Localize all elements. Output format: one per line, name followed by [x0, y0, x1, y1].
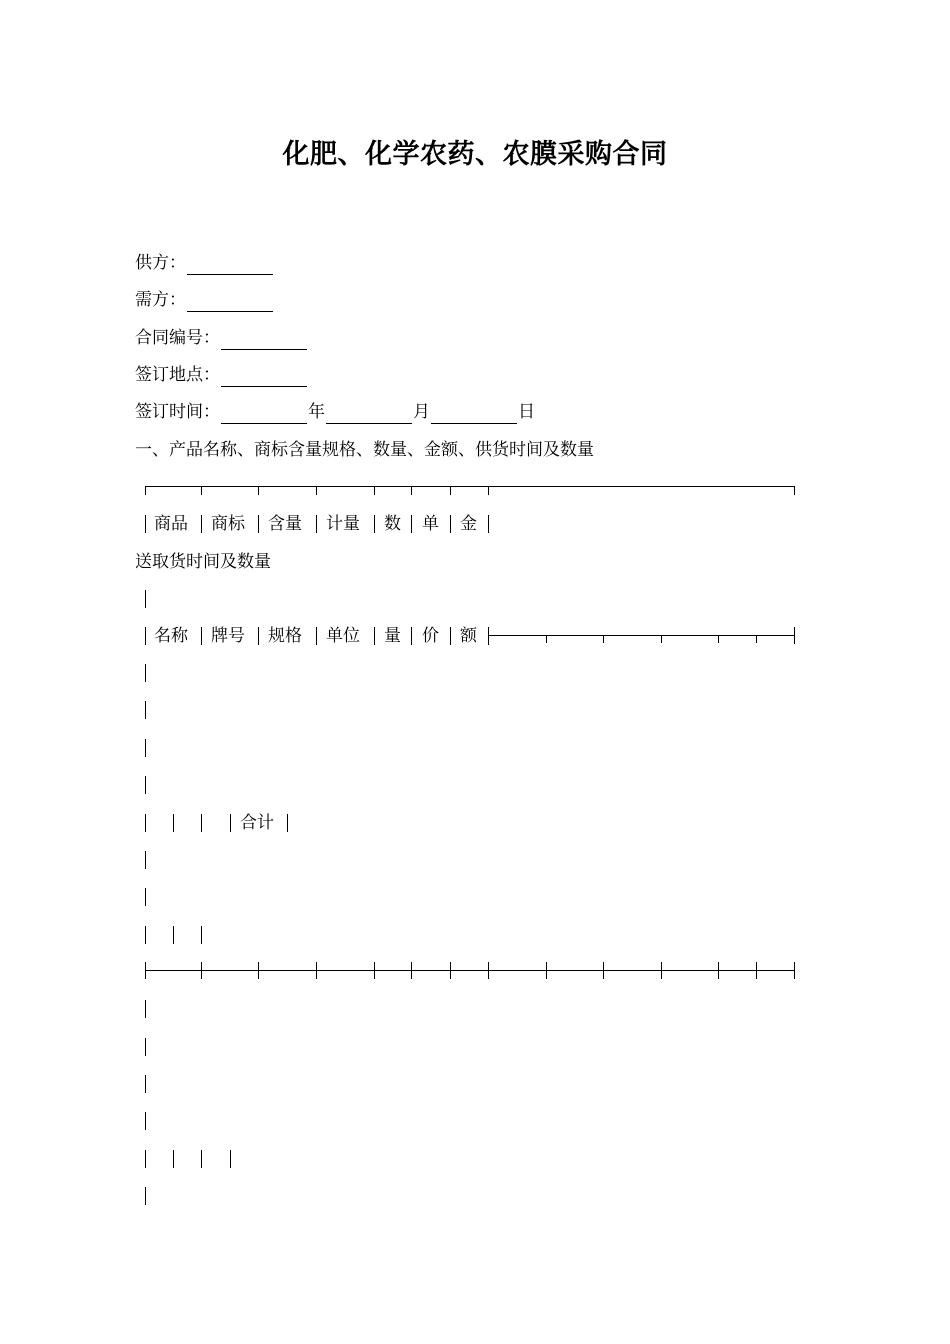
header-2-cell: 规格	[268, 626, 302, 646]
tick	[374, 486, 375, 495]
month-blank[interactable]	[326, 403, 412, 424]
header-1-cell: 计量	[326, 514, 360, 534]
sign-place-label: 签订地点：	[135, 365, 220, 385]
tick	[201, 486, 202, 495]
month-label: 月	[413, 402, 430, 422]
supplier-field	[135, 251, 274, 275]
table-top-border	[145, 486, 795, 487]
header-1-cell: 商标	[211, 514, 245, 534]
tick	[756, 962, 757, 979]
tick	[661, 962, 662, 979]
bar	[145, 926, 146, 944]
tick	[450, 486, 451, 495]
tick	[661, 635, 662, 643]
bar	[201, 814, 202, 832]
bar	[488, 515, 489, 533]
tick	[411, 962, 412, 979]
bar	[258, 627, 259, 645]
tick	[794, 962, 795, 979]
buyer-blank[interactable]	[187, 291, 273, 312]
header-2-cell: 额	[460, 626, 477, 646]
bar	[145, 1075, 146, 1093]
bar	[201, 1150, 202, 1168]
bar	[145, 1038, 146, 1056]
sign-place-field	[135, 363, 308, 387]
tick	[201, 962, 202, 979]
buyer-field	[135, 288, 274, 312]
bar	[201, 926, 202, 944]
delivery-label: 送取货时间及数量	[135, 552, 271, 572]
tick	[145, 962, 146, 979]
total-label: 合计	[240, 813, 274, 833]
document-title: 化肥、化学农药、农膜采购合同	[282, 139, 668, 170]
tick	[488, 486, 489, 495]
header-2-cell: 牌号	[211, 626, 245, 646]
sign-time-field	[135, 400, 535, 424]
tick	[258, 486, 259, 495]
contract-no-blank[interactable]	[221, 329, 307, 350]
bar	[145, 1112, 146, 1130]
bar	[145, 515, 146, 533]
bar	[145, 739, 146, 757]
tick	[794, 627, 795, 644]
bar	[230, 1150, 231, 1168]
bar	[145, 1187, 146, 1205]
bar	[145, 590, 146, 608]
tick	[603, 962, 604, 979]
tick	[718, 962, 719, 979]
bar	[230, 814, 231, 832]
bar	[173, 814, 174, 832]
bar	[145, 1000, 146, 1018]
bar	[145, 851, 146, 869]
header-2-cell: 价	[422, 626, 439, 646]
bar	[145, 776, 146, 794]
tick	[756, 635, 757, 643]
header-1-cell: 含量	[268, 514, 302, 534]
bar	[450, 627, 451, 645]
sign-time-label: 签订时间：	[135, 402, 220, 422]
contract-no-field	[135, 326, 308, 350]
bar	[145, 814, 146, 832]
tick	[794, 486, 795, 495]
supplier-blank[interactable]	[187, 254, 273, 275]
bar	[173, 1150, 174, 1168]
table-separator	[145, 970, 795, 971]
sign-place-blank[interactable]	[221, 366, 307, 387]
year-blank[interactable]	[221, 403, 307, 424]
day-label: 日	[518, 402, 535, 422]
tick	[603, 635, 604, 643]
header-1-cell: 商品	[154, 514, 188, 534]
tick	[374, 962, 375, 979]
bar	[145, 1150, 146, 1168]
bar	[201, 515, 202, 533]
bar	[173, 926, 174, 944]
tick	[718, 635, 719, 643]
bar	[374, 515, 375, 533]
bar	[258, 515, 259, 533]
bar	[145, 701, 146, 719]
bar	[374, 627, 375, 645]
tick	[450, 962, 451, 979]
tick	[145, 486, 146, 495]
bar	[287, 814, 288, 832]
tick	[488, 962, 489, 979]
table-mid-line	[488, 635, 795, 636]
bar	[411, 515, 412, 533]
tick	[316, 486, 317, 495]
tick	[546, 635, 547, 643]
bar	[450, 515, 451, 533]
bar	[145, 627, 146, 645]
contract-no-label: 合同编号：	[135, 328, 220, 348]
buyer-label: 需方：	[135, 290, 186, 310]
day-blank[interactable]	[431, 403, 517, 424]
header-2-cell: 单位	[326, 626, 360, 646]
bar	[316, 515, 317, 533]
header-1-cell: 数	[384, 514, 401, 534]
header-2-cell: 量	[384, 626, 401, 646]
section-1-heading: 一、产品名称、商标含量规格、数量、金额、供货时间及数量	[135, 440, 594, 460]
bar	[145, 664, 146, 682]
bar	[145, 888, 146, 906]
header-2-cell: 名称	[154, 626, 188, 646]
bar	[411, 627, 412, 645]
tick	[258, 962, 259, 979]
bar	[201, 627, 202, 645]
header-1-cell: 单	[422, 514, 439, 534]
header-1-cell: 金	[460, 514, 477, 534]
bar	[488, 627, 489, 645]
year-label: 年	[308, 402, 325, 422]
bar	[316, 627, 317, 645]
tick	[411, 486, 412, 495]
supplier-label: 供方：	[135, 253, 186, 273]
tick	[546, 962, 547, 979]
tick	[316, 962, 317, 979]
